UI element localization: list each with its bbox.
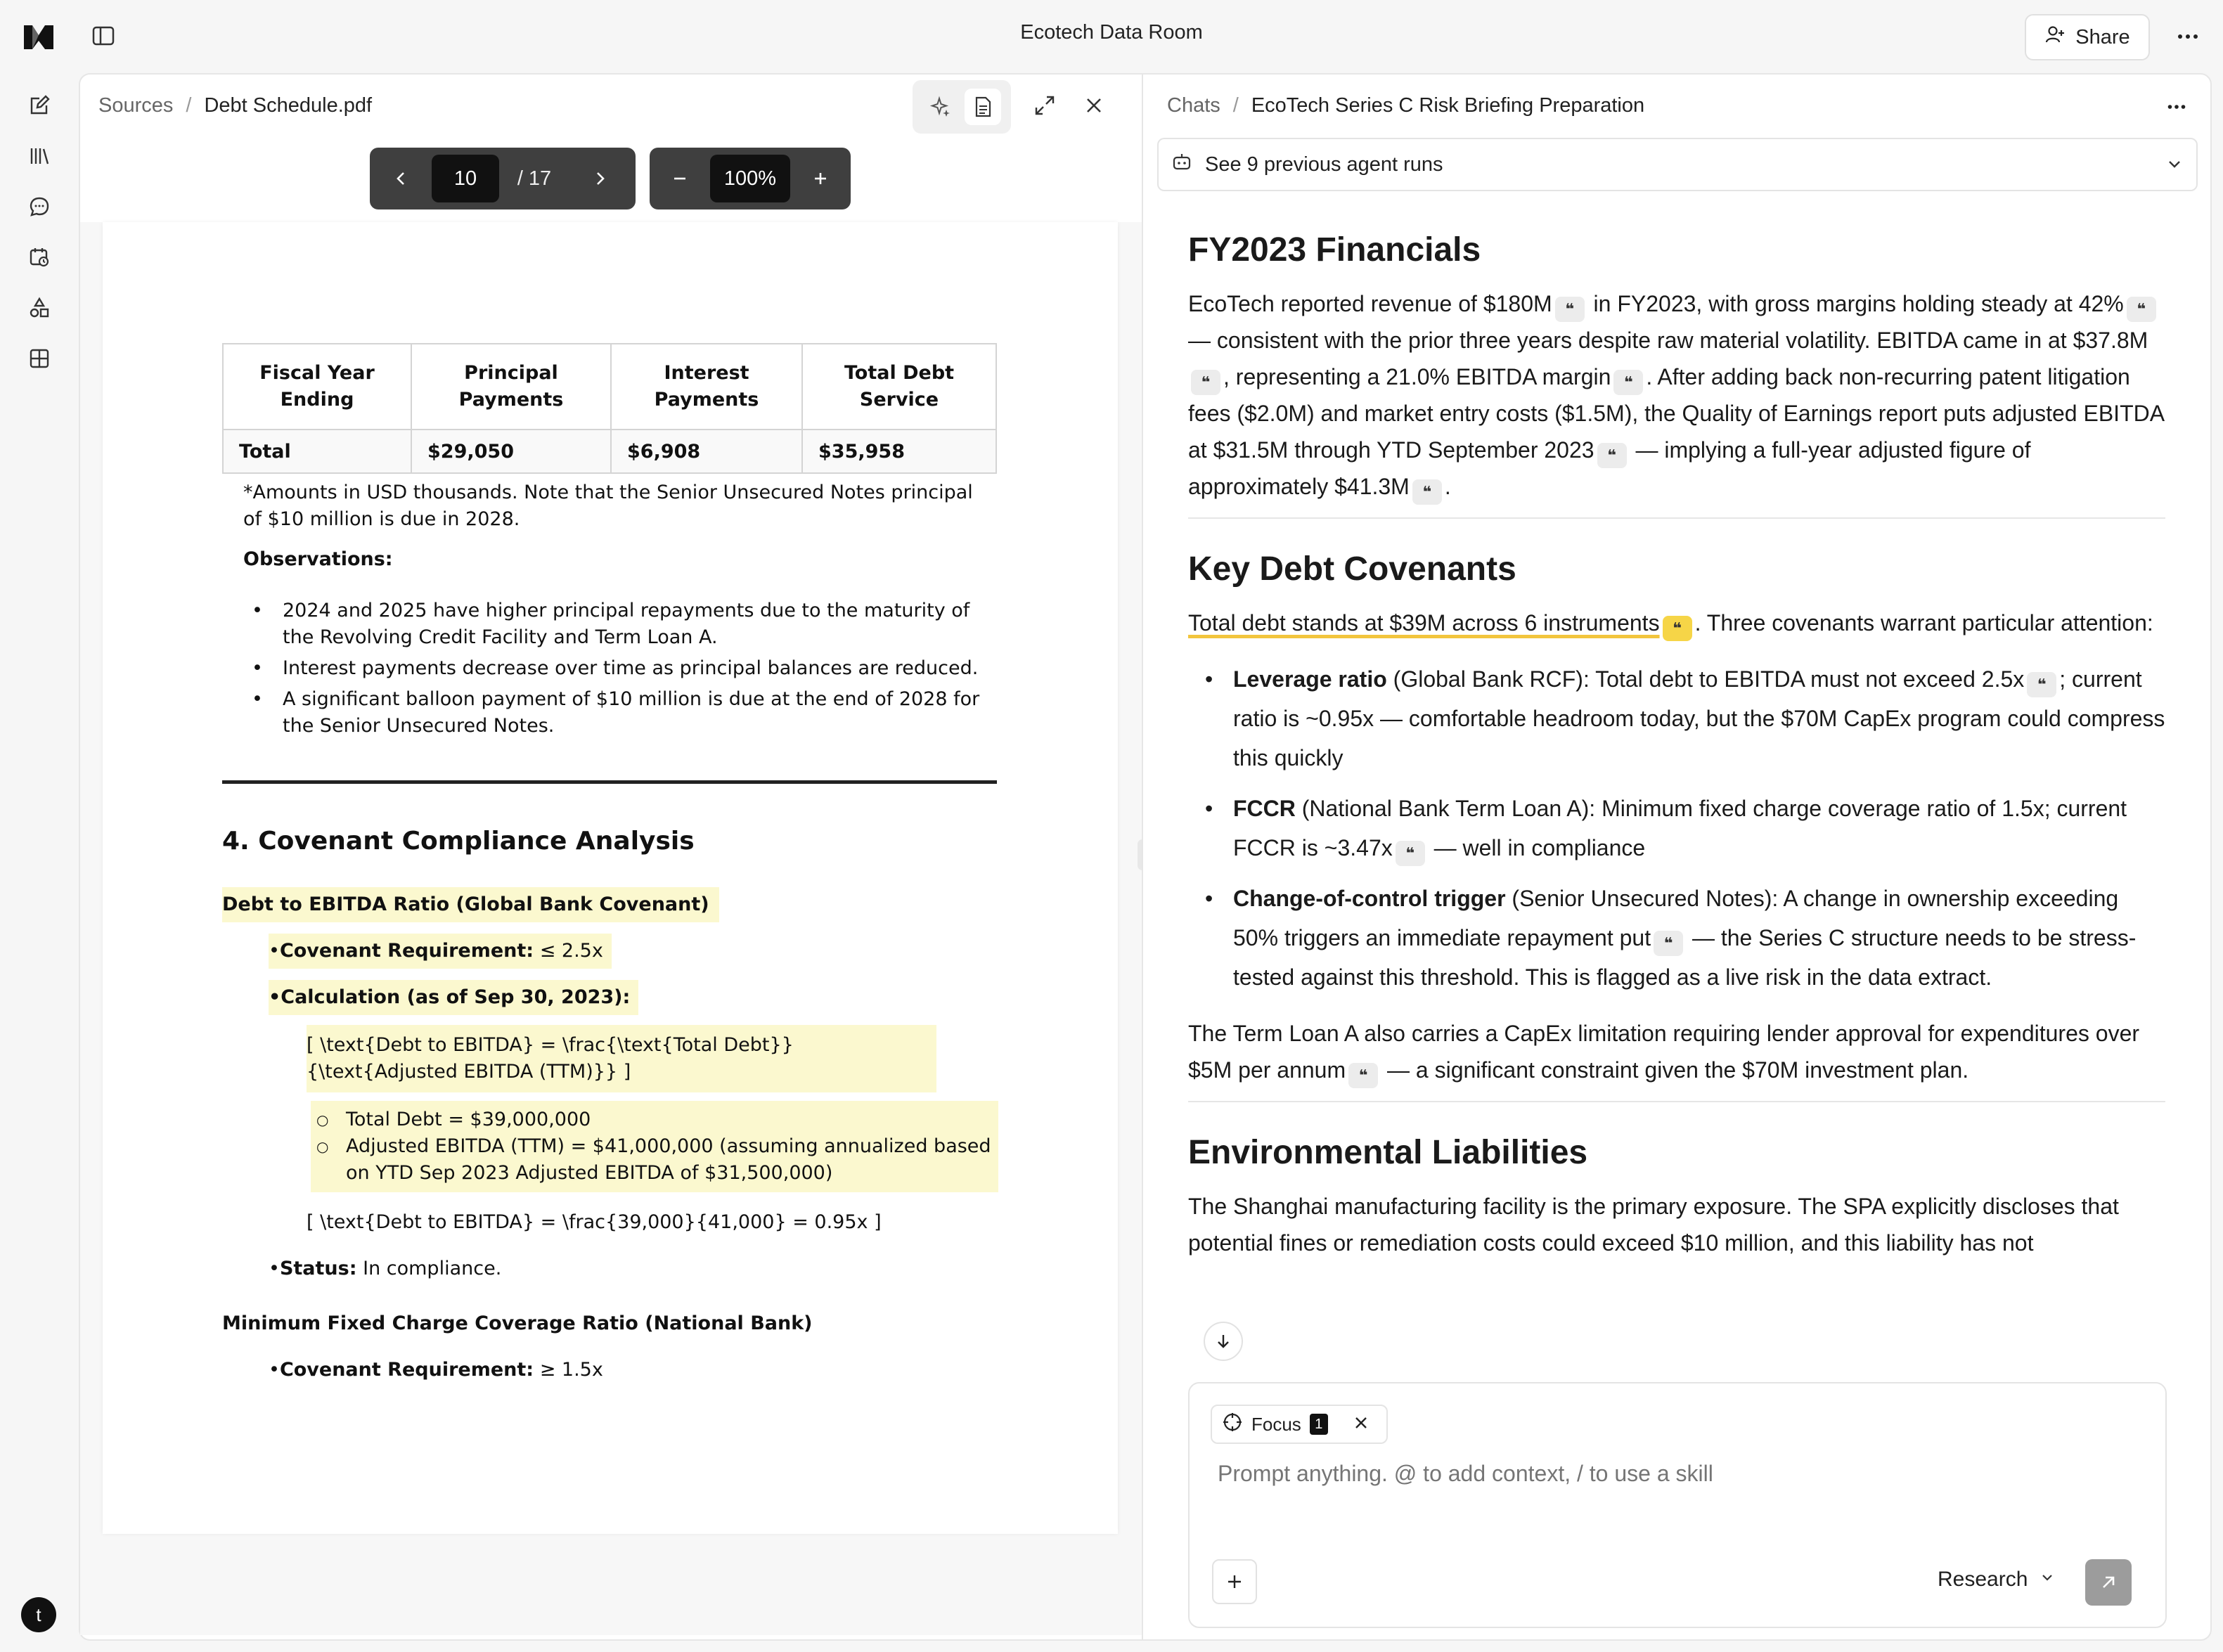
text: EcoTech reported revenue of $180M [1188, 291, 1552, 316]
zoom-level[interactable]: 100% [710, 155, 790, 202]
focus-label: Focus [1251, 1413, 1301, 1435]
label: Covenant Requirement: [279, 1359, 534, 1381]
highlighted-citation-text[interactable]: Total debt stands at $39M across 6 instruments [1188, 610, 1660, 635]
citation-quote-icon[interactable]: ❝ [2027, 672, 2056, 697]
breadcrumb-separator: / [1232, 94, 1239, 117]
text: , representing a 21.0% EBITDA margin [1223, 364, 1611, 389]
list-item [1188, 659, 2165, 777]
view-mode-toggle [913, 80, 1011, 134]
chat-icon[interactable] [24, 191, 55, 222]
paragraph: The Shanghai manufacturing facility is the primary exposure. The SPA explicitly discloses that potential fines or remediation costs could exceed $10 million, and this liability has not [1188, 1194, 2119, 1256]
add-attachment-plus-icon[interactable] [1212, 1559, 1257, 1604]
expand-icon[interactable] [1029, 90, 1060, 121]
list-item [1188, 879, 2165, 997]
text: (Global Bank RCF): Total debt to EBITDA must not exceed 2.5x [1386, 666, 2025, 692]
text: . [1444, 474, 1451, 499]
focus-chip[interactable] [1211, 1405, 1388, 1444]
chat-panel [1142, 73, 2212, 1641]
focus-target-icon [1222, 1412, 1243, 1438]
pdf-page [103, 222, 1118, 1534]
table-row [223, 430, 996, 473]
page-navigator [370, 148, 636, 209]
table-cell: $6,908 [611, 430, 802, 473]
zoom-control [650, 148, 851, 209]
covenant-list [1188, 659, 2165, 997]
value: ≤ 2.5x [539, 940, 603, 962]
scroll-to-bottom-arrow-icon[interactable] [1204, 1322, 1243, 1361]
section-heading: Key Debt Covenants [1188, 550, 1516, 588]
paragraph [1188, 1015, 2165, 1088]
user-plus-icon [2044, 24, 2066, 51]
ai-sparkle-icon[interactable] [922, 89, 959, 125]
debt-service-table [222, 343, 997, 474]
list-item [1188, 789, 2165, 867]
citation-quote-icon[interactable]: ❝ [1191, 370, 1220, 395]
source-breadcrumb [98, 94, 372, 117]
chat-more-options-icon[interactable] [2161, 91, 2192, 122]
mode-selector[interactable] [1938, 1568, 2056, 1592]
next-page-chevron-icon[interactable] [569, 148, 631, 209]
remove-focus-close-icon[interactable] [1353, 1414, 1369, 1435]
text: (National Bank Term Loan A): Minimum fixed charge coverage ratio of 1.5x; current FCCR is ~3.47x [1233, 796, 2127, 860]
text: — a significant constraint given the $70M investment plan. [1381, 1057, 1969, 1083]
citation-quote-icon[interactable]: ❝ [1654, 931, 1683, 956]
zoom-in-plus-icon[interactable] [790, 148, 851, 209]
app-title: Ecotech Data Room [1020, 21, 1203, 44]
citation-quote-icon[interactable]: ❝ [2127, 297, 2156, 322]
text: . After adding back non-recurring patent litigation fees ($2.0M) and market entry costs ($1.5M), the Quality of Earnings report puts adjusted EBITDA at $31.5M through YTD September 2023 [1188, 364, 2164, 463]
observations-list [283, 598, 993, 744]
prompt-input[interactable] [1218, 1461, 2146, 1487]
top-bar [0, 0, 2223, 73]
list-item: • 2024 and 2025 have higher principal repayments due to the maturity of the Revolving Credit Facility and Term Loan A. [283, 598, 993, 651]
mode-label: Research [1938, 1568, 2028, 1591]
table-header: Fiscal Year Ending [223, 344, 411, 430]
user-avatar[interactable]: t [21, 1597, 56, 1632]
text: (Senior Unsecured Notes): A change in ownership exceeding 50% triggers an immediate repayment put [1233, 886, 2119, 950]
breadcrumb-separator: / [186, 94, 192, 117]
pdf-scroll-area[interactable] [80, 222, 1142, 1635]
formula-debt-ebitda: [ \text{Debt to EBITDA} = \frac{\text{Total Debt}}{\text{Adjusted EBITDA (TTM)}} ] [307, 1025, 936, 1092]
section-divider [222, 780, 997, 784]
chevron-down-icon [2039, 1568, 2056, 1592]
paragraph [1188, 285, 2165, 505]
calendar-clock-icon[interactable] [24, 242, 55, 273]
section-heading: 4. Covenant Compliance Analysis [222, 827, 695, 856]
label: Covenant Requirement: [279, 940, 534, 962]
text: ; current ratio is ~0.95x — comfortable headroom today, but the $70M CapEx program could compress this quickly [1233, 666, 2165, 770]
text: . Three covenants warrant particular attention: [1694, 610, 2153, 635]
covenant-requirement-line: •Covenant Requirement: ≥ 1.5x [269, 1359, 603, 1381]
covenant-requirement-line: •Covenant Requirement: ≤ 2.5x [269, 934, 612, 969]
text: in FY2023, with gross margins holding steady at 42% [1587, 291, 2124, 316]
table-cell: $29,050 [411, 430, 611, 473]
previous-agent-runs-toggle[interactable] [1157, 138, 2198, 191]
term: Leverage ratio [1233, 666, 1387, 692]
document-icon[interactable] [965, 89, 1001, 125]
source-viewer-panel [79, 73, 1142, 1641]
more-options-icon[interactable] [2172, 21, 2203, 52]
table-header: Principal Payments [411, 344, 611, 430]
term: Change-of-control trigger [1233, 886, 1506, 911]
citation-quote-icon[interactable]: ❝ [1412, 479, 1442, 505]
table-header: Total Debt Service [802, 344, 996, 430]
list-item: ○ Total Debt = $39,000,000 [311, 1106, 991, 1133]
list-item: • Interest payments decrease over time as principal balances are reduced. [283, 655, 993, 682]
breadcrumb-sources[interactable]: Sources [98, 94, 174, 117]
grid-icon[interactable] [24, 343, 55, 374]
term: FCCR [1233, 796, 1296, 821]
formula-result: [ \text{Debt to EBITDA} = \frac{39,000}{41,000} = 0.95x ] [307, 1211, 882, 1233]
send-arrow-icon[interactable] [2085, 1559, 2132, 1606]
library-icon[interactable] [24, 141, 55, 172]
value: In compliance. [363, 1258, 502, 1279]
divider [1188, 517, 2165, 519]
section-heading: FY2023 Financials [1188, 231, 1481, 269]
label: Status: [279, 1258, 357, 1279]
text: The Term Loan A also carries a CapEx limitation requiring lender approval for expenditures over $5M per annum [1188, 1021, 2140, 1083]
page-number-input[interactable]: 10 [432, 155, 499, 202]
covenant-title-debt-ebitda: Debt to EBITDA Ratio (Global Bank Covenant) [222, 887, 719, 922]
text: — consistent with the prior three years despite raw material volatility. EBITDA came in at $37.8M [1188, 328, 2148, 353]
share-label: Share [2075, 25, 2130, 49]
breadcrumb-chats[interactable]: Chats [1167, 94, 1220, 117]
runs-label: See 9 previous agent runs [1205, 153, 1443, 176]
list-item: • A significant balloon payment of $10 million is due at the end of 2028 for the Senior Unsecured Notes. [283, 686, 993, 740]
compose-icon[interactable] [24, 90, 55, 121]
focus-count-badge: 1 [1310, 1414, 1328, 1435]
divider [1188, 1101, 2165, 1102]
label: Calculation (as of Sep 30, 2023): [281, 986, 631, 1008]
citation-quote-icon[interactable]: ❝ [1555, 297, 1585, 322]
robot-icon [1171, 151, 1192, 178]
paragraph [1188, 605, 2165, 641]
breadcrumb-file-name: Debt Schedule.pdf [204, 94, 373, 117]
chevron-down-icon [2164, 153, 2185, 180]
citation-quote-icon[interactable]: ❝ [1396, 841, 1425, 866]
text: — well in compliance [1427, 835, 1646, 860]
list-item: ○ Adjusted EBITDA (TTM) = $41,000,000 (assuming annualized based on YTD Sep 2023 Adjusted EBITDA of $31,500,000) [311, 1133, 991, 1187]
status-line: •Status: In compliance. [269, 1258, 502, 1279]
table-cell: $35,958 [802, 430, 996, 473]
calculation-label-line: •Calculation (as of Sep 30, 2023): [269, 980, 638, 1015]
section-heading: Environmental Liabilities [1188, 1134, 1588, 1171]
chat-breadcrumb [1167, 94, 1644, 117]
citation-quote-icon[interactable]: ❝ [1613, 370, 1643, 395]
zoom-out-minus-icon[interactable] [650, 148, 710, 209]
value: ≥ 1.5x [539, 1359, 603, 1381]
shapes-icon[interactable] [24, 292, 55, 323]
chat-title: EcoTech Series C Risk Briefing Preparation [1251, 94, 1645, 117]
total-pages: / 17 [517, 167, 552, 190]
observations-heading: Observations: [243, 548, 393, 570]
text: — implying a full-year adjusted figure of approximately $41.3M [1188, 437, 2031, 499]
calculation-items [311, 1101, 998, 1192]
nav-rail [0, 73, 79, 1652]
share-button[interactable] [2025, 14, 2150, 60]
table-header: Interest Payments [611, 344, 802, 430]
table-footnote: *Amounts in USD thousands. Note that the Senior Unsecured Notes principal of $10 million is due in 2028. [243, 482, 973, 530]
prev-page-chevron-icon[interactable] [370, 148, 432, 209]
close-icon[interactable] [1078, 90, 1109, 121]
citation-quote-icon[interactable]: ❝ [1348, 1063, 1378, 1088]
covenant-title-fccr: Minimum Fixed Charge Coverage Ratio (National Bank) [222, 1312, 813, 1334]
table-cell: Total [223, 430, 411, 473]
agent-response [1188, 229, 2165, 1274]
text: — the Series C structure needs to be stress-tested against this threshold. This is flagged as a live risk in the data extract. [1233, 925, 2137, 990]
citation-quote-icon[interactable]: ❝ [1597, 443, 1627, 468]
active-citation-quote-icon[interactable]: ❝ [1663, 616, 1692, 641]
prompt-composer [1188, 1382, 2167, 1628]
